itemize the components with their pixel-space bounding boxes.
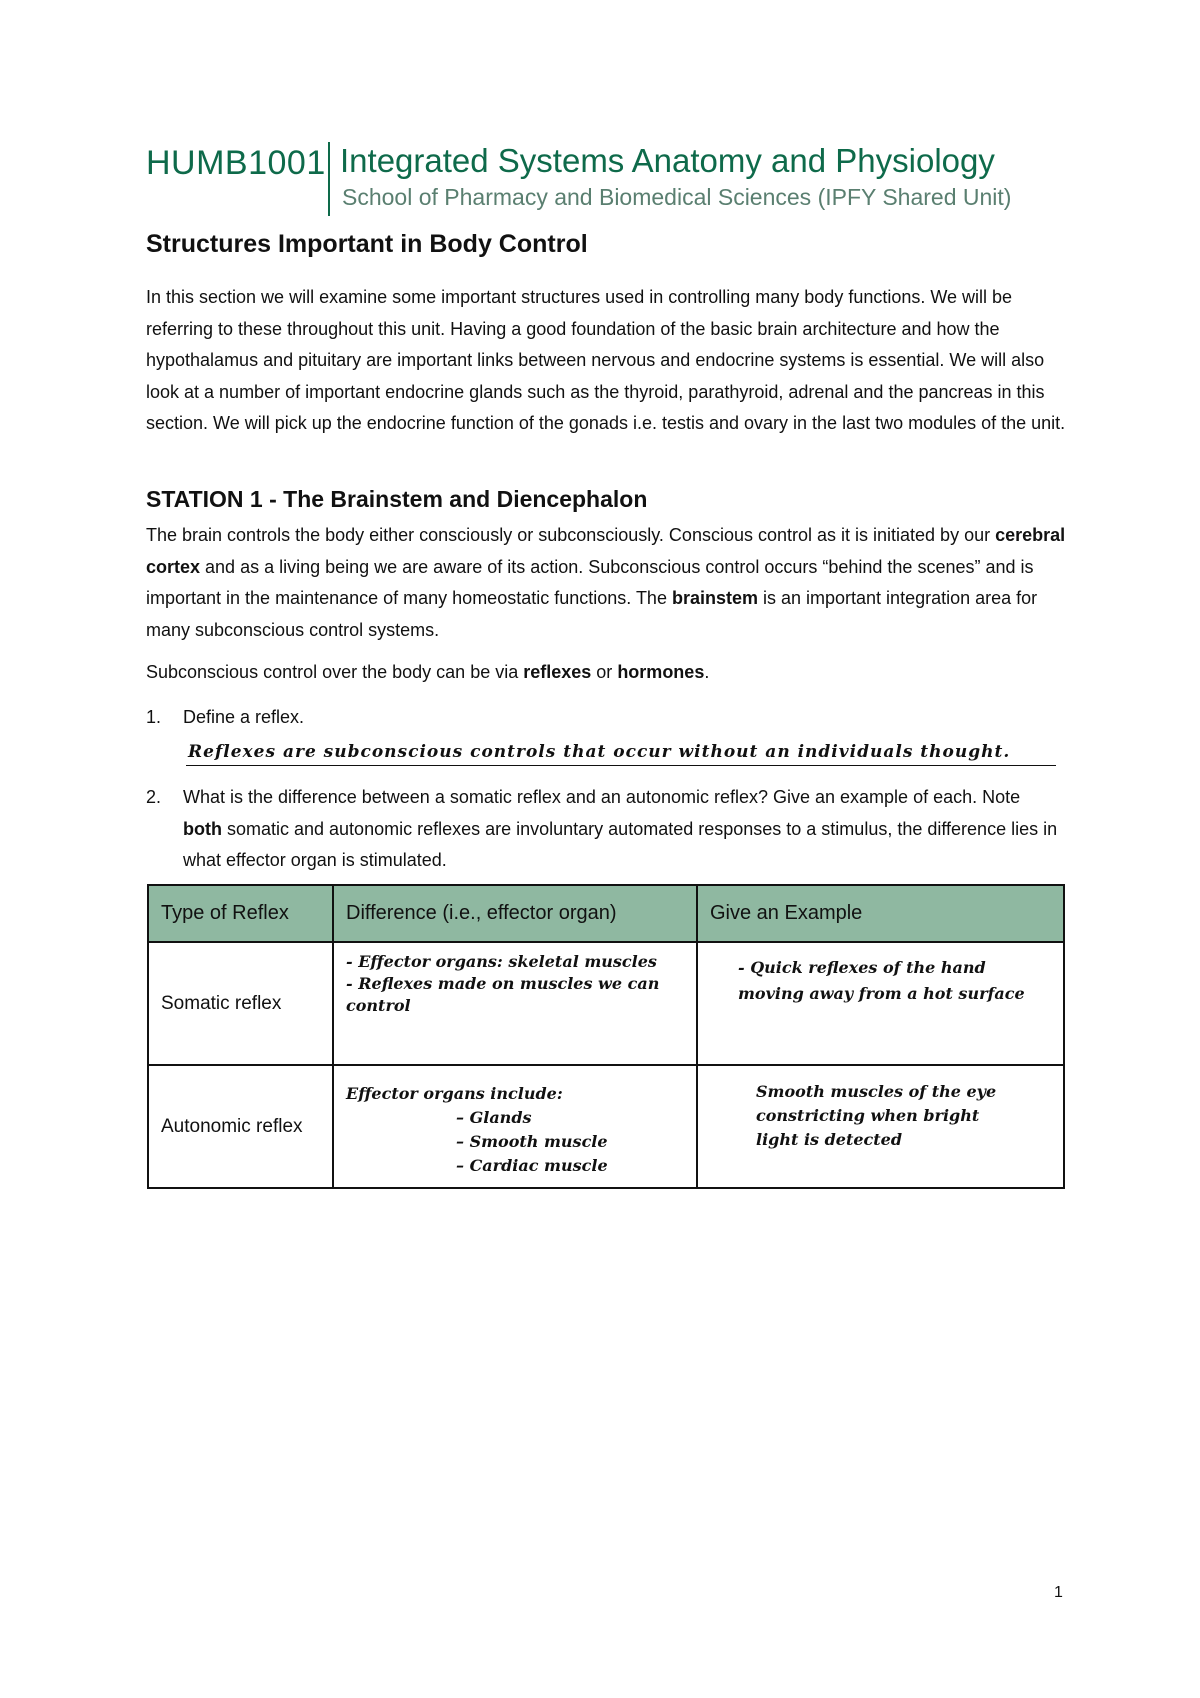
table-row [148,942,1064,1065]
example-cell[interactable] [697,1065,1064,1188]
row-type: Autonomic reflex [148,1065,333,1188]
question-number: 1. [146,707,162,727]
term-hormones: hormones [617,662,705,682]
page-number: 1 [1054,1584,1063,1601]
station-paragraph: The brain controls the body either consciously or subconsciously. Conscious control as it is initiated by our cerebral cortex and as a living being we are aware of its action. Subconscious control occurs “behind the scenes” and is important in the maintenance of many homeostatic functions. The brainstem is an important integration area for many subconscious control systems. [146,525,1066,640]
table-row [148,1065,1064,1188]
answer-line [186,765,1056,766]
table-header-row [148,885,1064,942]
question-text: What is the difference between a somatic reflex and an autonomic reflex? Give an example of each. Note both somatic and autonomic reflexes are involuntary automated responses to a stimulus, the difference lies in what effector organ is stimulated. [183,787,1058,870]
station-title: STATION 1 - The Brainstem and Diencephalon [146,486,648,512]
unit-header [146,140,1066,216]
school-name: School of Pharmacy and Biomedical Sciences (IPFY Shared Unit) [342,184,1012,210]
handwritten-answer-1: Reflexes are subconscious controls that occur without an individuals thought. [188,742,1011,762]
example-cell[interactable] [697,942,1064,1065]
reflex-table [147,884,1065,1189]
question-number: 2. [146,787,162,807]
section-title: Structures Important in Body Control [146,230,588,258]
intro-paragraph: In this section we will examine some important structures used in controlling many body functions. We will be referring to these throughout this unit. Having a good foundation of the basic brain architecture and how the hypothalamus and pituitary are important links between nervous and endocrine systems is essential. We will also look at a number of important endocrine glands such as the thyroid, parathyroid, adrenal and the pancreas in this section. We will pick up the endocrine function of the gonads i.e. testis and ovary in the last two modules of the unit. [146,287,1066,433]
term-brainstem: brainstem [671,588,758,608]
course-code: HUMB1001 [146,144,326,182]
unit-title: Integrated Systems Anatomy and Physiology [340,142,995,179]
term-reflexes: reflexes [523,662,592,682]
question-text: Define a reflex. [183,707,305,727]
header-type: Type of Reflex [148,885,333,942]
handwritten-answer: Smooth muscles of the eye constricting when bright light is detected [756,1082,997,1149]
handwritten-answer: Effector organs include: – Glands – Smooth muscle – Cardiac muscle [346,1084,608,1175]
header-difference: Difference (i.e., effector organ) [333,885,697,942]
handwritten-answer: - Effector organs: skeletal muscles - Reflexes made on muscles we can control [346,952,660,1015]
difference-cell[interactable] [333,942,697,1065]
header-example: Give an Example [697,885,1064,942]
handwritten-answer: - Quick reflexes of the hand moving away from a hot surface [738,958,1025,1003]
control-paragraph: Subconscious control over the body can be via reflexes or hormones. [146,662,710,682]
term-cerebral-cortex: cerebral cortex [146,525,1066,577]
row-type: Somatic reflex [148,942,333,1065]
difference-cell[interactable] [333,1065,697,1188]
header-divider [328,142,330,216]
